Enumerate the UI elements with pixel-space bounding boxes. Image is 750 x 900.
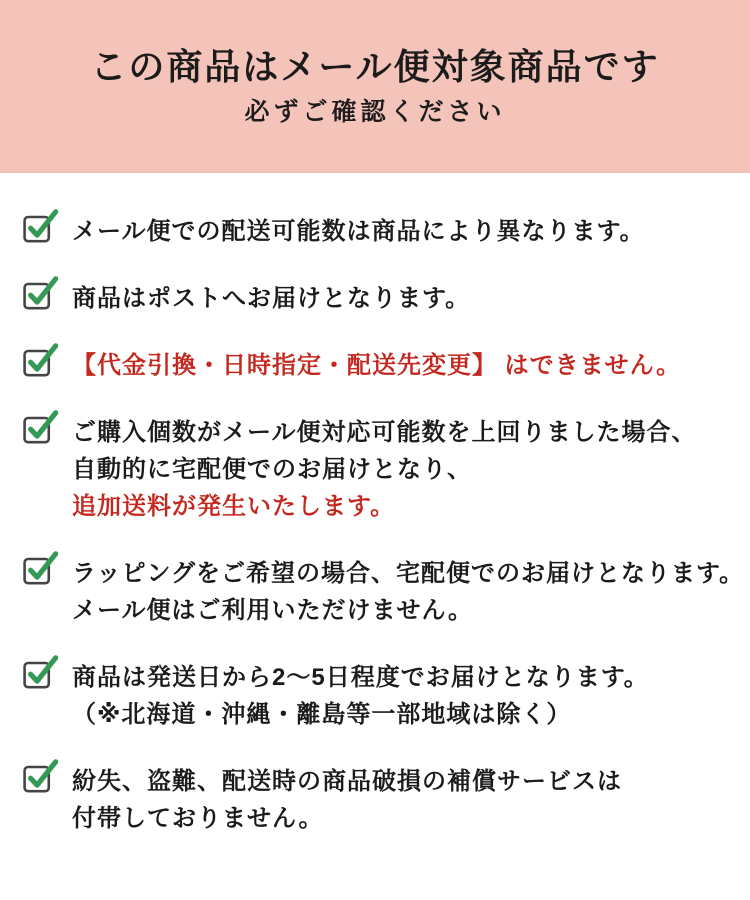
checkbox-checked-icon	[22, 409, 60, 446]
checkbox-checked-icon	[22, 654, 60, 691]
notice-line: メール便での配送可能数は商品により異なります。	[72, 218, 645, 245]
notice-list	[0, 173, 750, 837]
notice-line: 自動的に宅配便でのお届けとなり、	[72, 456, 472, 483]
notice-item	[22, 213, 730, 250]
notice-item	[22, 280, 730, 317]
notice-item-lines	[72, 347, 730, 384]
notice-item-lines	[72, 414, 730, 525]
notice-line: 追加送料が発生いたします。	[72, 493, 396, 520]
notice-subtitle: 必ずご確認ください	[244, 97, 506, 126]
notice-line: 商品は発送日から2〜5日程度でお届けとなります。	[72, 664, 649, 691]
notice-line: 商品はポストへお届けとなります。	[72, 285, 471, 312]
notice-item	[22, 763, 730, 837]
notice-item	[22, 414, 730, 525]
checkbox-checked-icon	[22, 758, 60, 795]
notice-line: （※北海道・沖縄・離島等一部地域は除く）	[72, 701, 572, 728]
notice-line: ラッピングをご希望の場合、宅配便でのお届けとなります。	[72, 560, 745, 587]
notice-item-lines	[72, 659, 730, 733]
notice-item-lines	[72, 280, 730, 317]
notice-title: この商品はメール便対象商品です	[90, 45, 660, 87]
checkbox-checked-icon	[22, 208, 60, 245]
notice-item	[22, 347, 730, 384]
notice-line: 付帯しておりません。	[72, 805, 324, 832]
notice-item-lines	[72, 213, 730, 250]
notice-line: ご購入個数がメール便対応可能数を上回りました場合、	[72, 419, 697, 446]
checkbox-checked-icon	[22, 275, 60, 312]
checkbox-checked-icon	[22, 550, 60, 587]
notice-header-banner	[0, 0, 750, 173]
notice-item-lines	[72, 763, 730, 837]
checkbox-checked-icon	[22, 342, 60, 379]
notice-line: 【代金引換・日時指定・配送先変更】 はできません。	[72, 352, 682, 379]
notice-item	[22, 555, 745, 629]
notice-item-lines	[72, 555, 744, 629]
notice-line: メール便はご利用いただけません。	[72, 597, 473, 624]
notice-line: 紛失、盗難、配送時の商品破損の補償サービスは	[72, 768, 622, 795]
notice-item	[22, 659, 730, 733]
